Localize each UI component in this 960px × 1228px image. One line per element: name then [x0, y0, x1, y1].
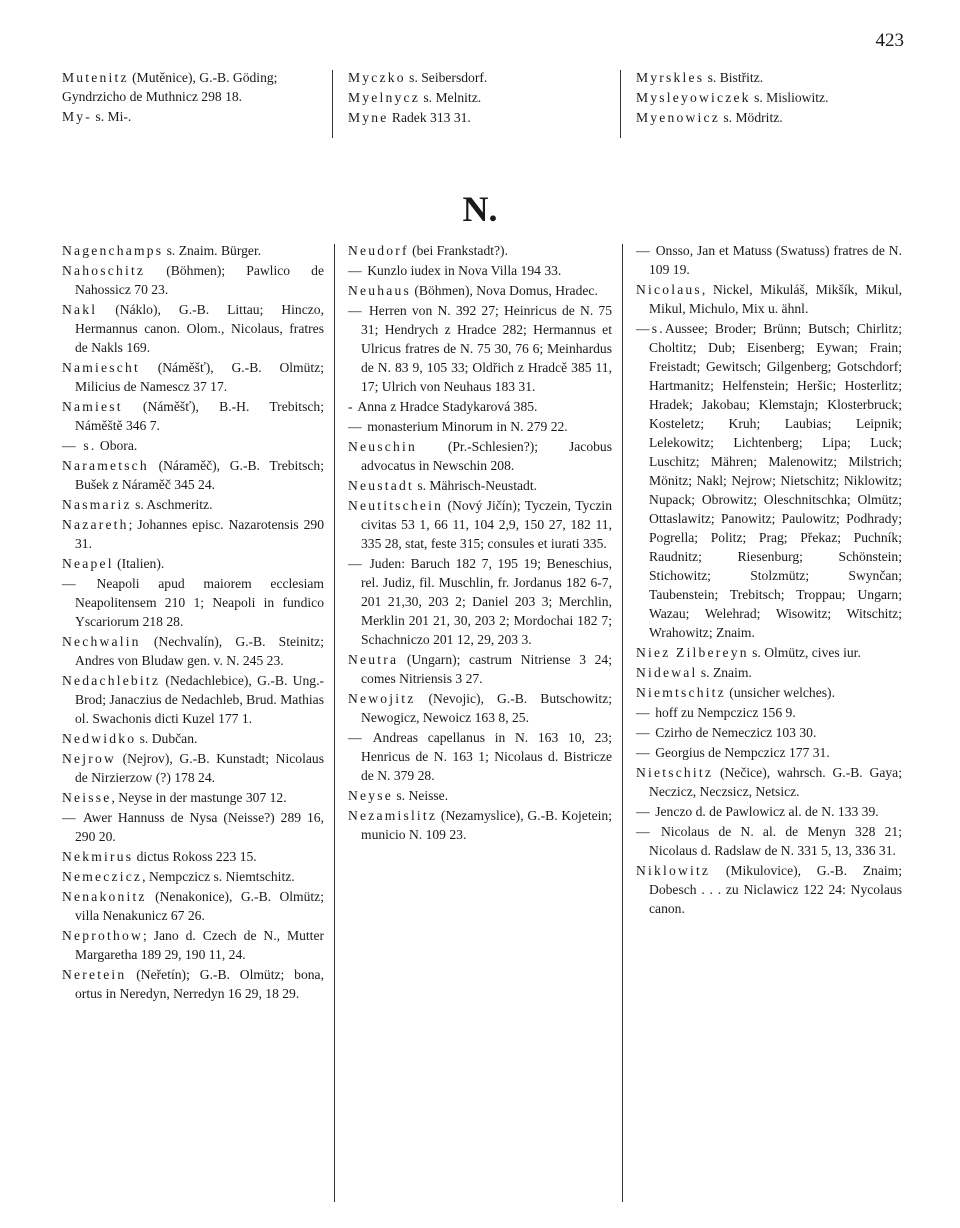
entry-headword: Nezamislitz	[348, 808, 438, 823]
index-entry	[62, 887, 324, 925]
entry-text: (Nečice), wahrsch. G.-B. Gaya; Neczicz, Neczsicz, Netsicz.	[649, 765, 902, 799]
entry-text: Neapoli apud maiorem ecclesiam Neapolitensem 210 1; Neapoli in fundico Yscariorum 218 28.	[75, 576, 324, 629]
entry-text: , Nickel, Mikuláš, Mikšík, Mikul, Mikul, Michulo, Mix u. ähnl.	[649, 282, 902, 316]
index-entry	[62, 495, 324, 514]
entry-text: hoff zu Nempczicz 156 9.	[651, 705, 796, 720]
entry-headword: Nekmirus	[62, 849, 134, 864]
index-entry	[636, 743, 902, 762]
entry-text: , Neyse in der mastunge 307 12.	[111, 790, 287, 805]
entry-headword: Nechwalin	[62, 634, 141, 649]
entry-headword: Nedwidko	[62, 731, 137, 746]
column-0	[62, 241, 324, 1004]
entry-text: monasterium Minorum in N. 279 22.	[363, 419, 568, 434]
entry-text: (Neřetín); G.-B. Olmütz; bona, ortus in Neredyn, Nerredyn 16 29, 18 29.	[75, 967, 324, 1001]
index-entry	[348, 806, 612, 844]
index-entry	[348, 437, 612, 475]
index-entry	[62, 574, 324, 631]
entry-headword: —	[636, 804, 652, 819]
index-entry	[348, 650, 612, 688]
entry-text: (Nezamyslice), G.-B. Kojetein; municio N. 109 23.	[361, 808, 612, 842]
entry-headword: Neuhaus	[348, 283, 411, 298]
entry-text: s. Mährisch-Neustadt.	[413, 478, 537, 493]
entry-headword: —	[348, 303, 364, 318]
index-entry	[348, 281, 612, 300]
entry-headword: Myenowicz	[636, 110, 720, 125]
entry-text: s. Misliowitz.	[750, 90, 829, 105]
entry-text: , Nempczicz s. Niemtschitz.	[142, 869, 295, 884]
index-entry	[62, 729, 324, 748]
entry-headword: Neutra	[348, 652, 399, 667]
entry-text: (Italien).	[113, 556, 165, 571]
entry-headword: Neisse	[62, 790, 112, 805]
entry-headword: —	[636, 725, 652, 740]
index-entry	[636, 703, 902, 722]
index-entry	[62, 107, 322, 126]
entry-headword: Nenakonitz	[62, 889, 147, 904]
entry-text: Jenczo d. de Pawlowicz al. de N. 133 39.	[651, 804, 879, 819]
index-entry	[348, 301, 612, 396]
index-entry	[348, 88, 608, 107]
entry-text: Anna z Hradce Stadykarová 385.	[354, 399, 538, 414]
column-rule-2	[622, 244, 623, 1202]
entry-text: ; Johannes episc. Nazarotensis 290 31.	[75, 517, 324, 551]
entry-headword: Nejrow	[62, 751, 116, 766]
entry-headword: Myrskles	[636, 70, 705, 85]
entry-headword: —	[636, 705, 652, 720]
index-entry	[636, 280, 902, 318]
index-entry	[62, 749, 324, 787]
entry-text: s. Seibersdorf.	[405, 70, 488, 85]
entry-text: (bei Frankstadt?).	[408, 243, 508, 258]
entry-text: Nicolaus de N. al. de Menyn 328 21; Nicolaus d. Radslaw de N. 331 5, 13, 336 31.	[649, 824, 902, 858]
index-entry	[62, 632, 324, 670]
entry-headword: Nahoschitz	[62, 263, 146, 278]
entry-headword: Namiescht	[62, 360, 140, 375]
top-col-1	[348, 68, 608, 128]
index-entry	[62, 358, 324, 396]
entry-headword: -	[348, 399, 355, 414]
entry-headword: Neapel	[62, 556, 114, 571]
entry-text: (Mikulovice), G.-B. Znaim; Dobesch . . . zu Niclawicz 122 24: Nycolaus canon.	[649, 863, 902, 916]
entry-headword: Newojitz	[348, 691, 416, 706]
index-entry	[348, 241, 612, 260]
index-entry	[636, 241, 902, 279]
entry-headword: Nidewal	[636, 665, 698, 680]
entry-headword: —	[636, 745, 652, 760]
entry-headword: Nazareth	[62, 517, 129, 532]
entry-text: (Nenakonice), G.-B. Olmütz; villa Nenakunicz 67 26.	[75, 889, 324, 923]
entry-headword: Nedachlebitz	[62, 673, 161, 688]
index-entry	[348, 108, 608, 127]
entry-text: (Nedachlebice), G.-B. Ung.-Brod; Janaczius de Nedachleb, Brud. Mathias ol. Swachonis dicti Kuzel 177 1.	[75, 673, 324, 726]
entry-text: Georgius de Nempczicz 177 31.	[651, 745, 830, 760]
index-entry	[62, 965, 324, 1003]
entry-text: (Böhmen), Nova Domus, Hradec.	[410, 283, 598, 298]
index-entry	[348, 689, 612, 727]
entry-text: (Böhmen); Pawlico de Nahossicz 70 23.	[75, 263, 324, 297]
entry-text: s. Znaim.	[697, 665, 752, 680]
index-entry	[62, 671, 324, 728]
entry-headword: Myelnycz	[348, 90, 420, 105]
page-number: 423	[875, 30, 904, 51]
entry-text: Aussee; Broder; Brünn; Butsch; Chirlitz; Choltitz; Dub; Eisenberg; Eywan; Frain; Freistadt; Gewitsch; Gilgenberg; Gotschdorf; Hartmanitz; Helfenstein; Heršic; Hosterlitz; Hradek; Jakobau; Klemstajn; Klosterbruck; Kosteletz; Kruh; Laubias; Leipnik; Lelekowitz; Lichtenberg; Lipa; Luck; Luschitz; Mähren; Malenowitz; Milstrich; Mönitz; Nakl; Nejrow; Nietschitz; Niklowitz; Nupack; Obrowitz; Oleschnitschka; Olmütz; Ottaslawitz; Panowitz; Paulowitz; Podhrady; Pogrella; Politz; Prag; Překaz; Puchník; Raudnitz; Riesenburg; Schönstein; Stichowitz; Stolzmütz; Swynčan; Taubenstein; Trebitsch; Troppau; Ungarn; Wazau; Welehrad; Wisowitz; Witschitz; Wrahowitz; Znaim.	[649, 321, 902, 640]
entry-text: (Nejrov), G.-B. Kunstadt; Nicolaus de Nirzierzow (?) 178 24.	[75, 751, 324, 785]
index-entry	[636, 802, 902, 821]
entry-headword: —	[62, 810, 78, 825]
entry-text: s. Dubčan.	[136, 731, 198, 746]
index-entry	[348, 397, 612, 416]
entry-headword: Niklowitz	[636, 863, 711, 878]
entry-headword: Neudorf	[348, 243, 409, 258]
entry-headword: Nagenchamps	[62, 243, 164, 258]
index-entry	[348, 786, 612, 805]
entry-text: s. Aschmeritz.	[131, 497, 213, 512]
entry-text: Obora.	[96, 438, 138, 453]
index-entry	[62, 397, 324, 435]
index-entry	[348, 554, 612, 649]
entry-text: s. Mi-.	[92, 109, 132, 124]
entry-text: s. Melnitz.	[419, 90, 482, 105]
index-entry	[348, 68, 608, 87]
entry-headword: —	[636, 824, 652, 839]
entry-headword: Namiest	[62, 399, 123, 414]
entry-headword: —	[348, 730, 364, 745]
entry-text: Awer Hannuss de Nysa (Neisse?) 289 16, 290 20.	[75, 810, 324, 844]
entry-text: s. Mödritz.	[719, 110, 783, 125]
entry-text: (Mutěnice), G.-B. Göding; Gyndrzicho de Muthnicz 298 18.	[62, 70, 278, 104]
entry-headword: My-	[62, 109, 93, 124]
index-entry	[62, 926, 324, 964]
index-entry	[636, 723, 902, 742]
column-2	[636, 241, 902, 919]
entry-text: dictus Rokoss 223 15.	[133, 849, 257, 864]
entry-headword: Nakl	[62, 302, 98, 317]
entry-headword: Neustadt	[348, 478, 414, 493]
entry-headword: —	[62, 576, 78, 591]
index-entry	[62, 261, 324, 299]
entry-headword: Nasmariz	[62, 497, 132, 512]
entry-text: (unsicher welches).	[725, 685, 835, 700]
entry-text: Juden: Baruch 182 7, 195 19; Beneschius, rel. Judiz, fil. Muschlin, fr. Jordanus 182 6-7, 201 21,30, 203 2; Daniel 203 3; Merchlin, Merklin 201 21, 30, 203 2; Mordochai 182 7; Schachniczo 201 12, 29, 203 3.	[361, 556, 612, 647]
entry-headword: Nemeczicz	[62, 869, 143, 884]
index-entry	[636, 319, 902, 642]
entry-headword: Neuschin	[348, 439, 417, 454]
entry-text: (Náklo), G.-B. Littau; Hinczo, Hermannus canon. Olom., Nicolaus, fratres de Nakls 169.	[75, 302, 324, 355]
entry-text: (Náraměč), G.-B. Trebitsch; Bušek z Náraměč 345 24.	[75, 458, 324, 492]
index-entry	[62, 68, 322, 106]
entry-headword: Narametsch	[62, 458, 149, 473]
entry-text: (Náměšť), G.-B. Olmütz; Milicius de Namescz 37 17.	[75, 360, 324, 394]
entry-headword: —	[348, 556, 364, 571]
index-entry	[636, 108, 906, 127]
entry-headword: Myczko	[348, 70, 406, 85]
entry-headword: Niemtschitz	[636, 685, 726, 700]
column-1	[348, 241, 612, 845]
entry-headword: Neutitschein	[348, 498, 444, 513]
entry-text: s. Bistřitz.	[704, 70, 764, 85]
entry-headword: —	[636, 243, 652, 258]
entry-text: s. Neisse.	[392, 788, 449, 803]
index-entry	[62, 436, 324, 455]
top-col-rule-2	[620, 70, 621, 138]
entry-text: ; Jano d. Czech de N., Mutter Margaretha 189 29, 190 11, 24.	[75, 928, 324, 962]
index-entry	[636, 861, 902, 918]
entry-text: s. Olmütz, cives iur.	[748, 645, 861, 660]
top-col-rule-1	[332, 70, 333, 138]
index-entry	[62, 788, 324, 807]
entry-text: (Pr.-Schlesien?); Jacobus advocatus in Newschin 208.	[361, 439, 612, 473]
entry-text: Czirho de Nemeczicz 103 30.	[651, 725, 817, 740]
entry-headword: —	[348, 419, 364, 434]
index-entry	[348, 728, 612, 785]
index-entry	[348, 261, 612, 280]
index-entry	[636, 663, 902, 682]
entry-headword: Nietschitz	[636, 765, 714, 780]
entry-headword: Nicolaus	[636, 282, 702, 297]
entry-text: (Nechvalín), G.-B. Steinitz; Andres von Bludaw gen. v. N. 245 23.	[75, 634, 324, 668]
entry-text: Andreas capellanus in N. 163 10, 23; Henricus de N. 163 1; Nicolaus d. Bistricze de N. 379 28.	[361, 730, 612, 783]
index-entry	[62, 241, 324, 260]
index-entry	[348, 417, 612, 436]
index-entry	[636, 763, 902, 801]
index-entry	[62, 554, 324, 573]
section-letter-heading: N.	[462, 189, 498, 229]
index-entry	[348, 496, 612, 553]
entry-headword: Niez Zilbereyn	[636, 645, 749, 660]
top-col-0	[62, 68, 322, 127]
entry-text: s. Znaim. Bürger.	[163, 243, 262, 258]
entry-headword: Neyse	[348, 788, 393, 803]
index-entry	[636, 88, 906, 107]
index-entry	[62, 847, 324, 866]
entry-text: (Ungarn); castrum Nitriense 3 24; comes Nitriensis 3 27.	[361, 652, 612, 686]
index-entry	[62, 515, 324, 553]
index-entry	[636, 68, 906, 87]
entry-text: (Nevojic), G.-B. Butschowitz; Newogicz, Newoicz 163 8, 25.	[361, 691, 612, 725]
index-entry	[62, 300, 324, 357]
entry-headword: — s.	[62, 438, 97, 453]
entry-headword: Mutenitz	[62, 70, 129, 85]
entry-headword: Mysleyowiczek	[636, 90, 751, 105]
index-entry	[636, 822, 902, 860]
entry-text: Onsso, Jan et Matuss (Swatuss) fratres de N. 109 19.	[649, 243, 902, 277]
index-entry	[62, 456, 324, 494]
entry-text: Herren von N. 392 27; Heinricus de N. 75 31; Hendrych z Hradce 282; Hermannus et Ulricus fratres de N. 75 30, 76 6; Meinhardus de N. 83 9, 105 33; Oldřich z Hradcě 385 11, 17; Ulrich von Neuhaus 183 31.	[361, 303, 612, 394]
column-rule-1	[334, 244, 335, 1202]
index-entry	[62, 808, 324, 846]
index-entry	[636, 643, 902, 662]
entry-headword: Neprothow	[62, 928, 143, 943]
entry-text: (Náměšť), B.-H. Trebitsch; Náměště 346 7.	[75, 399, 324, 433]
entry-text: Radek 313 31.	[388, 110, 471, 125]
entry-text: (Nový Jičín); Tyczein, Tyczin civitas 53 1, 66 11, 104 2,9, 150 27, 182 11, 335 28, stat, feste 315; consules et iurati 335.	[361, 498, 612, 551]
index-entry	[636, 683, 902, 702]
entry-headword: Neretein	[62, 967, 127, 982]
entry-text: Kunzlo iudex in Nova Villa 194 33.	[363, 263, 562, 278]
top-col-2	[636, 68, 906, 128]
entry-headword: Myne	[348, 110, 389, 125]
index-entry	[62, 867, 324, 886]
entry-headword: —	[348, 263, 364, 278]
entry-headword: —s.	[636, 321, 665, 336]
index-entry	[348, 476, 612, 495]
